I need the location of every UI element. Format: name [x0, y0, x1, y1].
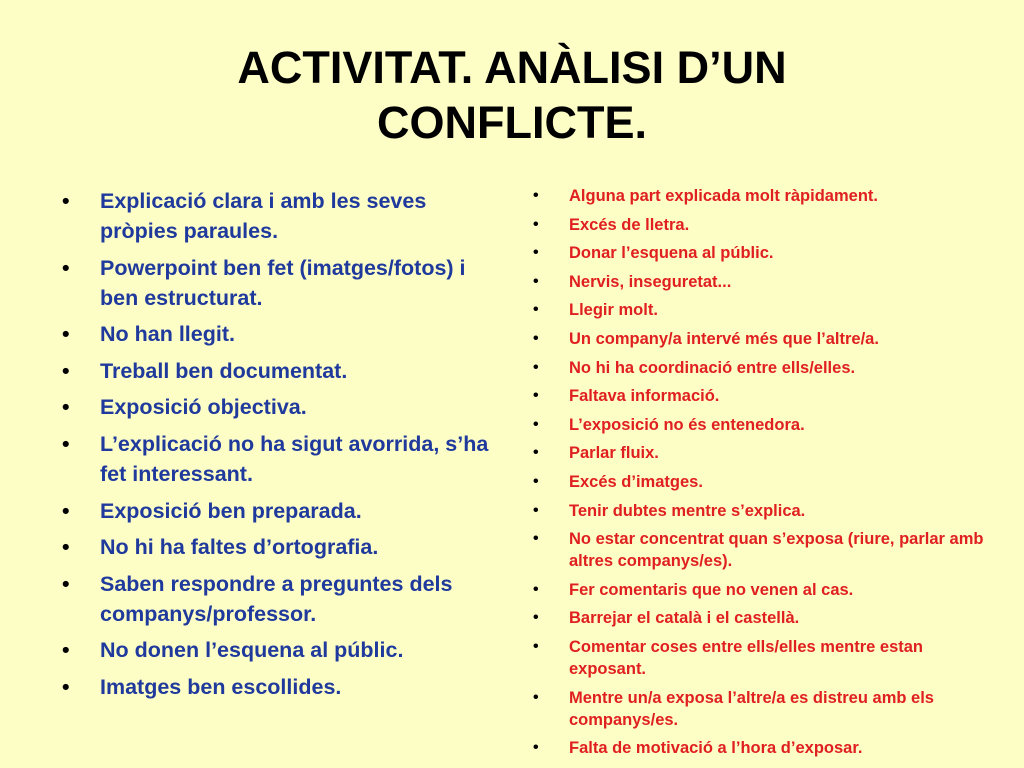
bullet-icon: •	[62, 431, 70, 456]
list-item	[533, 687, 989, 731]
bullet-icon: •	[62, 638, 70, 663]
list-item	[533, 471, 989, 493]
bullet-icon: •	[533, 215, 539, 233]
bullet-icon: •	[533, 609, 539, 627]
list-item	[533, 607, 989, 629]
list-item	[533, 579, 989, 601]
list-item	[62, 672, 500, 702]
list-item-text: No han llegit.	[100, 322, 235, 347]
bullet-icon: •	[533, 688, 539, 706]
list-item-text: Comentar coses entre ells/elles mentre estan exposant.	[569, 637, 923, 678]
list-item	[533, 636, 989, 680]
list-item	[533, 442, 989, 464]
bullet-icon: •	[62, 358, 70, 383]
bullet-icon: •	[533, 739, 539, 757]
list-item-text: L’exposició no és entenedora.	[569, 415, 805, 434]
list-item	[533, 357, 989, 379]
list-item	[533, 528, 989, 572]
bullet-icon: •	[62, 535, 70, 560]
bullet-icon: •	[533, 580, 539, 598]
list-item	[62, 496, 500, 526]
bullet-icon: •	[533, 272, 539, 290]
list-item-text: Barrejar el català i el castellà.	[569, 609, 800, 628]
list-item	[533, 328, 989, 350]
list-item-text: Faltava informació.	[569, 387, 720, 406]
list-item-text: Treball ben documentat.	[100, 358, 348, 383]
list-item-text: L’explicació no ha sigut avorrida, s’ha fet interessant.	[100, 431, 489, 486]
bullet-icon: •	[533, 187, 539, 204]
list-item	[62, 186, 500, 246]
slide-title-line-2: CONFLICTE.	[377, 97, 647, 148]
bullet-icon: •	[533, 501, 539, 519]
bullet-icon: •	[62, 571, 70, 596]
list-item	[62, 532, 500, 562]
list-item-text: Alguna part explicada molt ràpidament.	[569, 187, 878, 205]
list-item-text: Excés de lletra.	[569, 215, 690, 234]
bullet-icon: •	[533, 244, 539, 262]
list-item-text: Mentre un/a exposa l’altre/a es distreu amb els companys/es.	[569, 688, 934, 729]
bullet-icon: •	[62, 395, 70, 420]
list-item	[62, 319, 500, 349]
list-item	[62, 356, 500, 386]
list-item	[533, 185, 989, 207]
list-item	[533, 737, 989, 759]
list-item	[62, 635, 500, 665]
list-item-text: Tenir dubtes mentre s’explica.	[569, 501, 806, 520]
list-item-text: Explicació clara i amb les seves pròpies paraules.	[100, 189, 427, 243]
list-item-text: Parlar fluix.	[569, 444, 659, 463]
list-item-text: No donen l’esquena al públic.	[100, 638, 404, 663]
bullet-icon: •	[533, 329, 539, 347]
bullet-icon: •	[533, 472, 539, 490]
list-item-text: No hi ha coordinació entre ells/elles.	[569, 358, 856, 377]
list-item-text: Powerpoint ben fet (imatges/fotos) i ben estructurat.	[100, 255, 466, 310]
list-item-text: No estar concentrat quan s’exposa (riure, parlar amb altres companys/es).	[569, 530, 984, 571]
list-item-text: No hi ha faltes d’ortografia.	[100, 535, 379, 560]
negative-points-list	[533, 185, 989, 766]
bullet-icon: •	[62, 255, 70, 280]
list-item-text: Excés d’imatges.	[569, 472, 703, 491]
slide-title-line-1: ACTIVITAT. ANÀLISI D’UN	[237, 42, 787, 93]
list-item	[62, 253, 500, 313]
list-item-text: Donar l’esquena al públic.	[569, 244, 774, 263]
bullet-icon: •	[533, 387, 539, 405]
list-item-text: Fer comentaris que no venen al cas.	[569, 580, 854, 599]
list-item-text: Nervis, inseguretat...	[569, 272, 732, 291]
list-item-text: Llegir molt.	[569, 301, 658, 320]
bullet-icon: •	[62, 498, 70, 523]
bullet-icon: •	[533, 358, 539, 376]
list-item	[62, 569, 500, 629]
list-item	[533, 214, 989, 236]
list-item	[533, 414, 989, 436]
bullet-icon: •	[62, 322, 70, 347]
list-item	[62, 392, 500, 422]
list-item	[533, 242, 989, 264]
bullet-icon: •	[533, 415, 539, 433]
list-item	[62, 429, 500, 489]
bullet-icon: •	[533, 530, 539, 548]
slide-title	[0, 40, 1024, 150]
list-item	[533, 385, 989, 407]
bullet-icon: •	[533, 444, 539, 462]
bullet-icon: •	[533, 637, 539, 655]
list-item-text: Exposició objectiva.	[100, 395, 307, 420]
list-item-text: Saben respondre a preguntes dels companys/professor.	[100, 571, 453, 626]
list-item	[533, 271, 989, 293]
list-item-text: Exposició ben preparada.	[100, 498, 362, 523]
bullet-icon: •	[533, 301, 539, 319]
positive-points-list	[62, 186, 500, 709]
list-item	[533, 299, 989, 321]
list-item-text: Falta de motivació a l’hora d’exposar.	[569, 739, 863, 758]
list-item-text: Un company/a intervé més que l’altre/a.	[569, 329, 879, 348]
bullet-icon: •	[62, 189, 70, 213]
bullet-icon: •	[62, 674, 70, 699]
list-item	[533, 500, 989, 522]
list-item-text: Imatges ben escollides.	[100, 674, 342, 699]
